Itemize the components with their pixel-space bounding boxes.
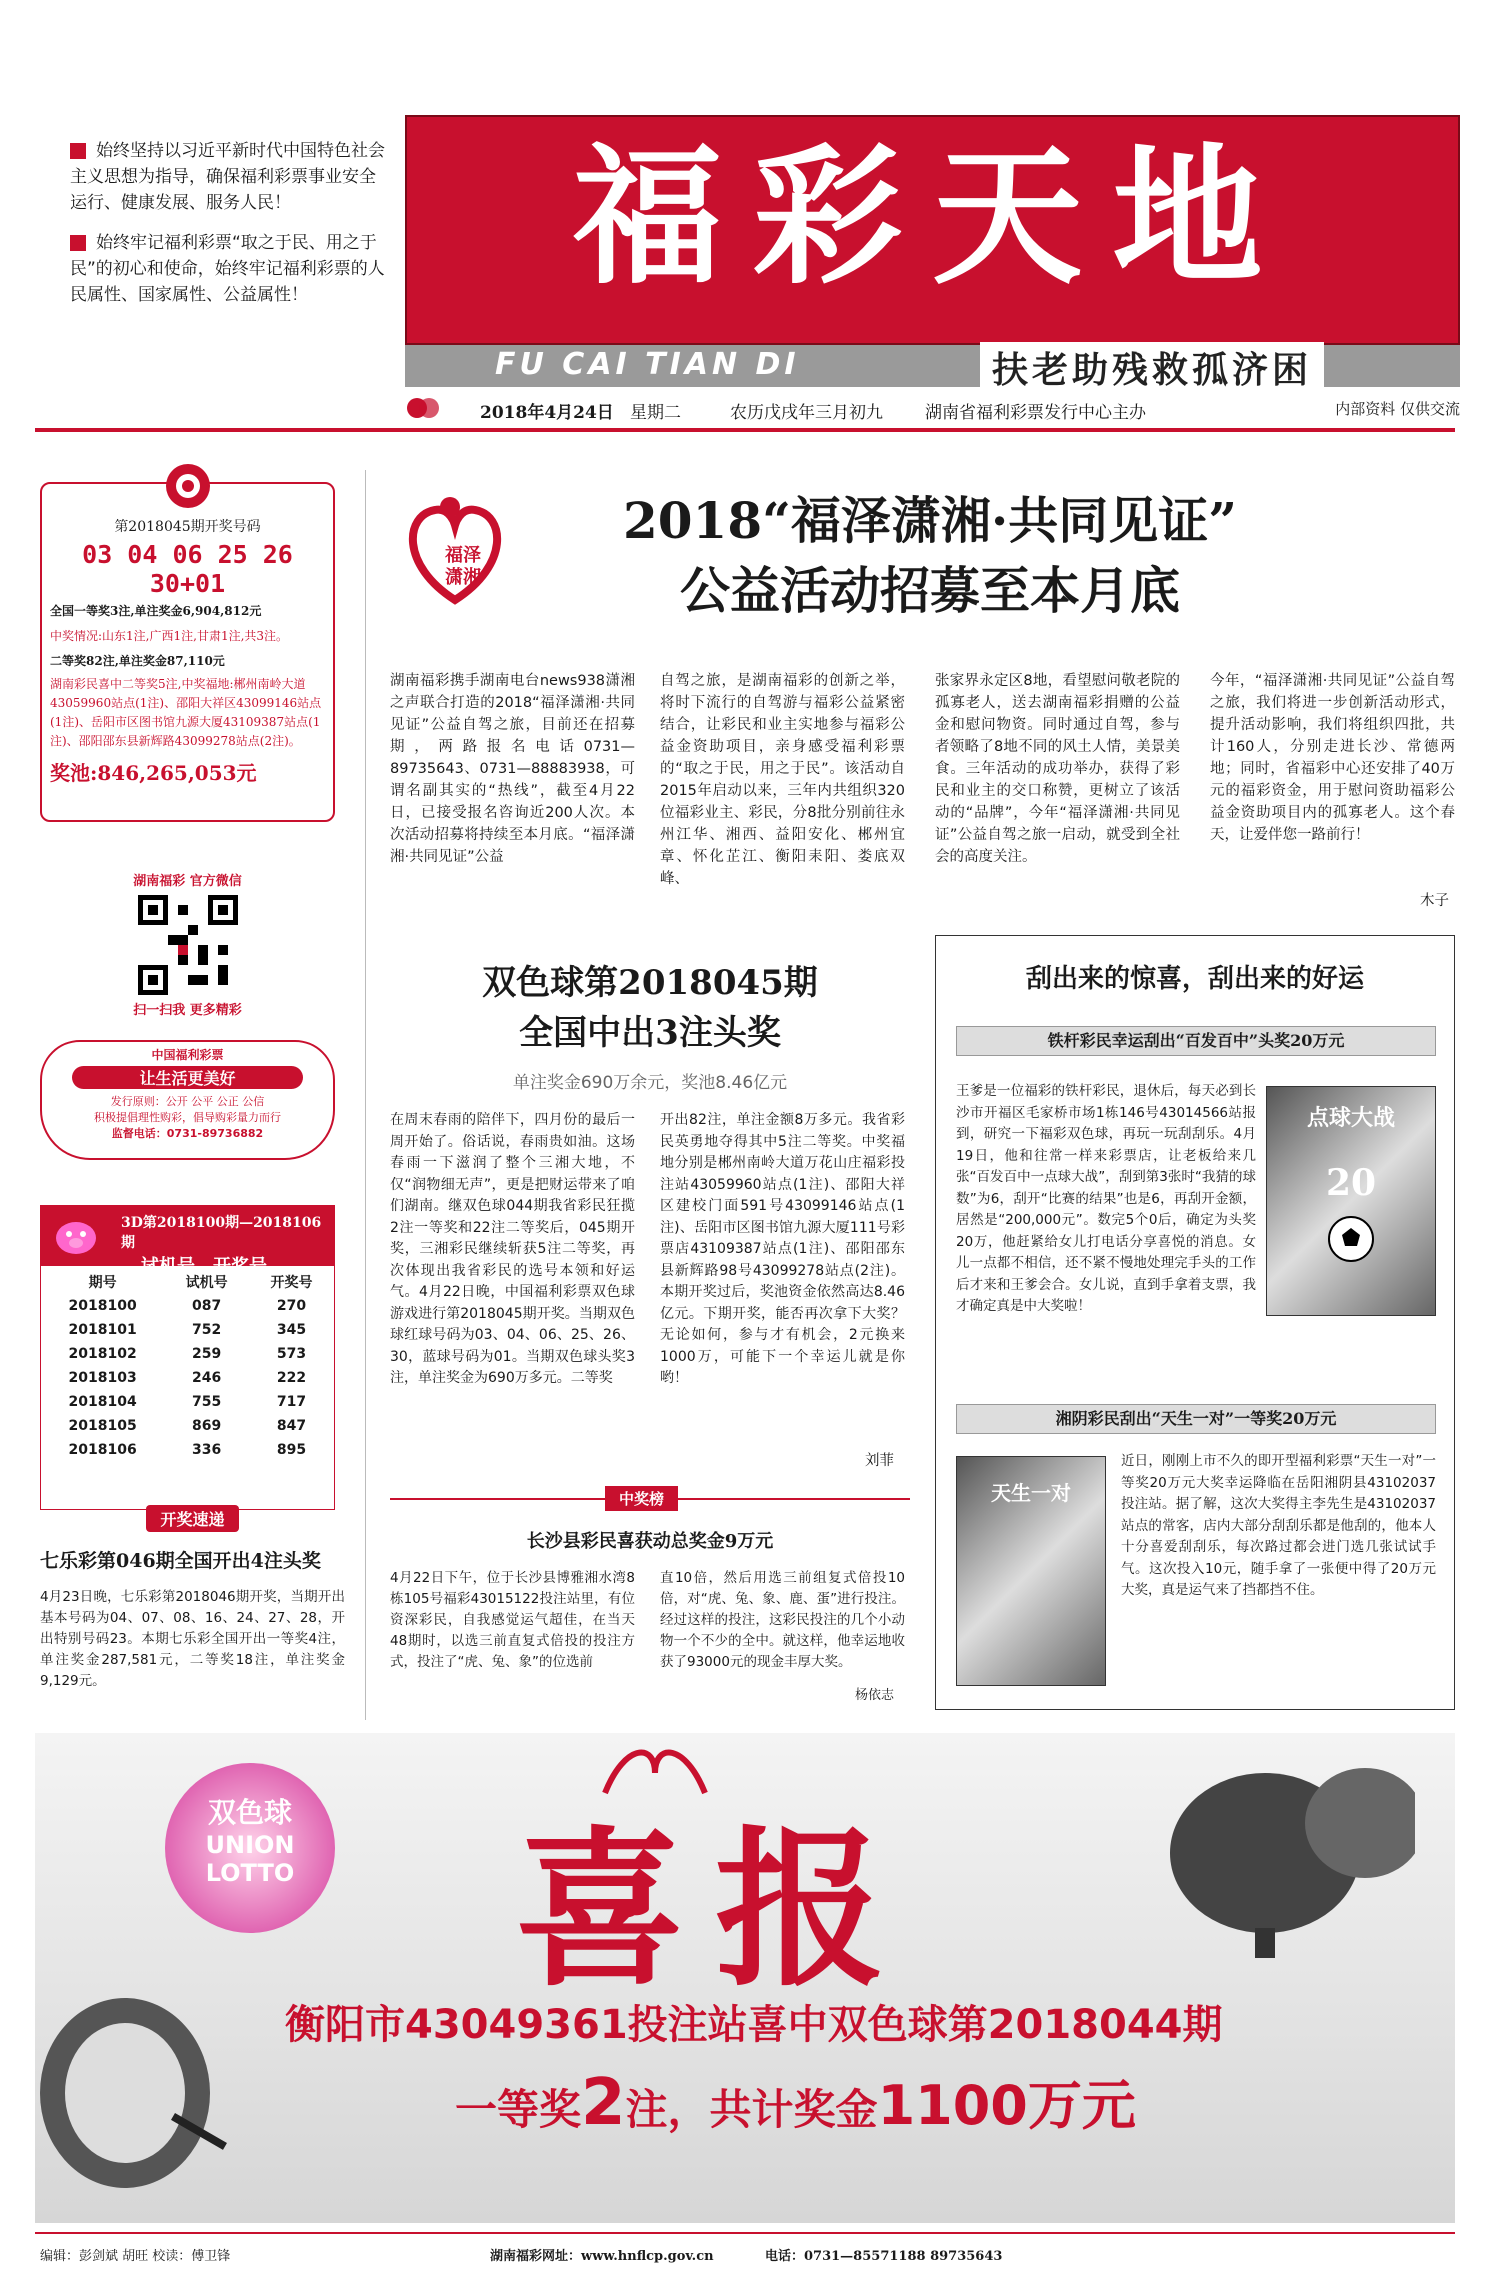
table-cell: 2018101 [68, 1322, 137, 1338]
story1-title: 铁杆彩民幸运刮出“百发百中”头奖20万元 [956, 1026, 1436, 1056]
story1-card-amount: 20 [1325, 1162, 1377, 1204]
table-cell: 755 [192, 1394, 222, 1410]
changsha-headline: 长沙县彩民喜获动总奖金9万元 [526, 1531, 774, 1552]
ssq-second-prize: 二等奖82注,单注奖金87,110元 [50, 654, 225, 668]
ssq-first-prize: 全国一等奖3注,单注奖金6,904,812元 [50, 604, 262, 618]
slogan-1: 始终坚持以习近平新时代中国特色社会主义思想为指导，确保福利彩票事业安全运行、健康发展、服务人民！ [70, 141, 385, 213]
xibao-ad [35, 1733, 1455, 2223]
promo-slogan: 让生活更美好 [72, 1066, 303, 1089]
qilecai-headline: 七乐彩第046期全国开出4注头奖 [40, 1550, 321, 1572]
footer-phone: 电话：0731—85571188 89735643 [765, 2249, 1003, 2264]
table-row [41, 1342, 334, 1366]
d3-col-draw: 开奖号 [270, 1275, 313, 1291]
fuze-logo-icon [390, 485, 520, 615]
qr-code-icon[interactable] [138, 895, 238, 995]
table-cell: 573 [276, 1346, 307, 1362]
table-cell: 847 [276, 1418, 307, 1434]
promo-line2: 积极提倡理性购彩，倡导购彩量力而行 [94, 1111, 281, 1124]
table-cell: 2018106 [68, 1442, 137, 1458]
story2-body: 近日，刚刚上市不久的即开型福利彩票“天生一对”一等奖20万元大奖幸运降临在岳阳湘阴县43102037投注站。据了解，这次大奖得主李先生是43102037站点的常客，店内大部分刮刮乐都是他刮的，他本人十分喜爱刮刮乐，每次路过都会进门选几张试试手气。这次投入10元，随手拿了一张便中得了20万元大奖，真是运气来了挡都挡不住。 [1121, 1453, 1436, 1598]
changsha-author: 杨依志 [855, 1688, 895, 1703]
masthead-rule [35, 428, 1455, 432]
lead-col-2: 自驾之旅，是湖南福彩的创新之举，将时下流行的自驾游与福彩公益紧密结合，让彩民和业主实地参与福彩公益金资助项目，亲身感受福利彩票的“取之于民，用之于民”。该活动自2015年启动以来，三年内共组织320位福彩业主、彩民，分8批分别前往永州江华、湘西、益阳安化、郴州宜章、怀化芷江、衡阳耒阳、娄底双峰、 [660, 673, 905, 887]
square-bullet-icon [70, 235, 86, 251]
ssq-result-box [40, 482, 335, 822]
logo-en-1: UNION [205, 1831, 295, 1859]
ad-line-2 [455, 2063, 1355, 2140]
logo-en-2: LOTTO [205, 1859, 295, 1887]
masthead-title: 福彩天地 [572, 129, 1293, 305]
promo-brand: 中国福利彩票 [151, 1048, 224, 1062]
column-divider [365, 470, 366, 1720]
footer-editors: 编辑：彭剑斌 胡旺 校读：傅卫锋 [40, 2249, 231, 2264]
table-cell: 752 [192, 1322, 222, 1338]
ssq-col-2: 开出82注，单注金额8万多元。我省彩民英勇地夺得其中5注二等奖。中奖福地分别是郴州南岭大道万花山庄福彩投注站43059960站点(1注)、邵阳大祥区建校门面591号43099146站点(1注)、岳阳市区图书馆九源大厦111号彩票店43109387站点(1注)、邵阳邵东县新辉路98号43099278站点(2注)。本期开奖过后，奖池资金依然高达8.46亿元。下期开奖，能否再次拿下大奖？无论如何，参与才有机会，2元换来1000万，可能下一个幸运儿就是你哟！ [660, 1112, 905, 1386]
ad-prize-mid: 注，共计奖金 [625, 2085, 878, 2134]
table-row [41, 1294, 334, 1318]
fuze-logo-text: 福泽潇湘 [445, 545, 481, 588]
ssq-headline-1: 双色球第2018045期 [482, 963, 818, 1003]
issue-lunar-date: 农历戊戌年三月初九 [730, 403, 883, 423]
footer-site: 湖南福彩网址：www.hnflcp.gov.cn [490, 2249, 714, 2264]
ssq-headline-2: 全国中出3注头奖 [519, 1013, 781, 1053]
story1-card-name: 点球大战 [1306, 1105, 1395, 1131]
lantern-icon [1155, 1743, 1415, 1977]
table-cell: 895 [276, 1442, 307, 1458]
table-cell: 336 [192, 1442, 222, 1458]
ad-prize-label: 一等奖 [455, 2085, 582, 2134]
wechat-caption: 扫一扫我 更多精彩 [133, 1003, 242, 1018]
masthead-pinyin: FU CAI TIAN DI [495, 347, 800, 382]
qilecai-article [40, 1505, 345, 1692]
table-cell: 2018105 [68, 1418, 137, 1434]
d3-title-2: 试机号、开奖号 [141, 1256, 267, 1277]
lead-col-4: 今年，“福泽潇湘·共同见证”公益自驾之旅，我们将进一步创新活动形式，提升活动影响，我们将组织四批，共计160人，分别走进长沙、常德两地；同时，省福彩中心还安排了40万元的福彩资金，用于慰问资助福彩公益金资助项目内的孤寡老人。这个春天，让爱伴您一路前行！ [1210, 673, 1455, 843]
dateline [405, 396, 1460, 424]
scratch-headline: 刮出来的惊喜，刮出来的好运 [1025, 964, 1364, 994]
ad-prize-count: 2 [581, 2066, 626, 2140]
table-cell: 2018103 [68, 1370, 137, 1386]
changsha-col-2: 直10倍，然后用选三前组复式倍投10倍，对“虎、兔、象、鹿、蛋”进行投注。经过这样的投注，这彩民投注的几个小动物一个不少的全中。就这样，他幸运地收获了93000元的现金丰厚大奖。 [660, 1570, 905, 1670]
wechat-block [40, 870, 335, 1020]
changsha-col-1: 4月22日下午，位于长沙县博雅湘水湾8栋105号福彩43015122投注站里，有位资深彩民，自我感觉运气超佳，在当天48期时，以选三前直复式倍投的投注方式，投注了“虎、兔、象”的位选前 [390, 1570, 635, 1670]
d3-col-period: 期号 [88, 1275, 117, 1291]
d3-title-1: 3D第2018100期—2018106期 [121, 1215, 322, 1251]
story1-body: 王爹是一位福彩的铁杆彩民，退休后，每天必到长沙市开福区毛家桥市场1栋146号43014566站报到，研究一下福彩双色球，再玩一玩刮刮乐。4月19日，他和往常一样来彩票店，让老板给来几张“百发百中一点球大战”，刮到第3张时“我猜的球数”为6，刮开“比赛的结果”也是6，再刮开金额，居然是“200,000元”。数完5个0后，确定为头奖20万，他赶紧给女儿打电话分享喜悦的消息。女儿一点都不相信，还不紧不慢地处理完手头的工作后才来和王爹会合。女儿说，直到手拿着支票，我才确定真是中大奖啦！ [956, 1083, 1256, 1314]
masthead-slogans [70, 138, 390, 308]
ssq-col-1: 在周末春雨的陪伴下，四月份的最后一周开始了。俗话说，春雨贵如油。这场春雨一下滋润了整个三湘大地，不仅“润物细无声”，更是把财运带来了咱们湖南。继双色球044期我省彩民狂揽2注一等奖和22注二等奖后，045期开奖，三湘彩民继续斩获5注二等奖，再次体现出我省彩民的选号本领和好运气。4月22日晚，中国福利彩票双色球游戏进行第2018045期开奖。当期双色球红球号码为03、04、06、25、26、30，蓝球号码为01。当期双色球头奖3注，单注奖金为690万多元。二等奖 [390, 1112, 635, 1386]
lead-col-1: 湖南福彩携手湖南电台news938潇湘之声联合打造的2018“福泽潇湘·共同见证”公益自驾之旅，目前还在招募期，两路报名电话0731—89735643、0731—88883938，可谓名副其实的“热线”，截至4月22日，已接受报名咨询近200人次。本次活动招募将持续至本月底。“福泽潇湘·共同见证”公益 [390, 673, 635, 865]
story2-card-name: 天生一对 [991, 1481, 1071, 1505]
lead-author: 木子 [1420, 893, 1449, 909]
issue-weekday: 星期二 [630, 403, 681, 423]
table-cell: 345 [276, 1322, 307, 1338]
qilecai-body: 4月23日晚，七乐彩第2018046期开奖，当期开出基本号码为04、07、08、16、24、27、28，开出特别号码23。本期七乐彩全国开出一等奖4注，单注奖金287,581元，二等奖18注，单注奖金9,129元。 [40, 1589, 345, 1689]
ssq-first-winners: 中奖情况:山东1注,广西1注,甘肃1注,共3注。 [50, 629, 289, 643]
d3-box [40, 1205, 335, 1510]
masthead-subbar [405, 345, 1460, 391]
lead-headline-1: 2018“福泽潇湘·共同见证” [622, 491, 1238, 550]
story2-ticket-image [956, 1456, 1106, 1686]
story1-ticket-image [1266, 1086, 1436, 1316]
ssq-logo-icon [50, 462, 325, 514]
lead-col-3: 张家界永定区8地，看望慰问敬老院的孤寡老人，送去湖南福彩捐赠的公益金和慰问物资。同时通过自驾，参与者领略了8地不同的风土人情，美景美食。三年活动的成功举办，获得了彩民和业主的交口称赞，更树立了该活动的“品牌”，今年“福泽潇湘·共同见证”公益自驾之旅一启动，就受到全社会的高度关注。 [935, 673, 1180, 865]
drum-icon [35, 1993, 235, 2223]
issue-date: 2018年4月24日 [480, 403, 614, 423]
table-row [41, 1438, 334, 1462]
qilecai-tag: 开奖速递 [146, 1505, 238, 1532]
ad-title: 喜报 [515, 1810, 916, 2010]
slogan-2: 始终牢记福利彩票“取之于民、用之于民”的初心和使命，始终牢记福利彩票的人民属性、国家属性、公益属性！ [70, 233, 385, 305]
welfare-logo-icon [405, 396, 441, 426]
scratch-box [935, 935, 1455, 1710]
table-cell: 087 [192, 1298, 222, 1314]
changsha-tag: 中奖榜 [605, 1486, 678, 1511]
ssq-period-label: 第2018045期开奖号码 [114, 519, 261, 535]
ad-prize-amount: 1100万元 [877, 2074, 1136, 2137]
table-cell: 2018100 [68, 1298, 137, 1314]
masthead-title-block [405, 115, 1460, 345]
square-bullet-icon [70, 143, 86, 159]
wechat-title: 湖南福彩 官方微信 [133, 874, 242, 889]
table-cell: 2018104 [68, 1394, 137, 1410]
ssq-winning-numbers: 03 04 06 25 26 30+01 [82, 540, 293, 598]
table-cell: 270 [276, 1298, 307, 1314]
table-cell: 222 [276, 1370, 307, 1386]
story2-title: 湘阴彩民刮出“天生一对”一等奖20万元 [956, 1404, 1436, 1434]
promo-phone: 监督电话：0731-89736882 [111, 1127, 264, 1140]
promo-line1: 发行原则：公开 公平 公正 公信 [110, 1095, 265, 1108]
table-row [41, 1390, 334, 1414]
table-cell: 2018102 [68, 1346, 137, 1362]
ssq-pool: 奖池:846,265,053元 [50, 761, 257, 785]
logo-cn: 双色球 [207, 1796, 292, 1829]
table-row [41, 1414, 334, 1438]
d3-header [41, 1206, 334, 1277]
table-cell: 869 [192, 1418, 222, 1434]
table-cell: 246 [192, 1370, 222, 1386]
internal-notice: 内部资料 仅供交流 [1335, 400, 1460, 418]
lead-headline-2: 公益活动招募至本月底 [680, 561, 1180, 620]
d3-table [41, 1270, 334, 1462]
soccer-ball-icon [1267, 1214, 1435, 1268]
masthead-motto: 扶老助残救孤济困 [980, 342, 1324, 393]
d3-col-test: 试机号 [185, 1275, 228, 1291]
table-row [41, 1318, 334, 1342]
ssq-union-lotto-logo [165, 1763, 335, 1933]
ad-line-1: 衡阳市43049361投注站喜中双色球第2018044期 [285, 2002, 1223, 2048]
pig-mascot-icon [51, 1212, 101, 1262]
publisher: 湖南省福利彩票发行中心主办 [925, 403, 1146, 423]
footer-rule [35, 2232, 1455, 2234]
promo-banner [40, 1040, 335, 1160]
ssq-author: 刘菲 [865, 1453, 894, 1469]
table-cell: 717 [276, 1394, 307, 1410]
ssq-subheadline: 单注奖金690万余元，奖池8.46亿元 [512, 1073, 788, 1093]
table-row [41, 1366, 334, 1390]
ssq-hunan-second: 湖南彩民喜中二等奖5注,中奖福地:郴州南岭大道43059960站点(1注)、邵阳大祥区43099146站点(1注)、岳阳市区图书馆九源大厦43109387站点(1注)、邵阳邵东县新辉路43099278站点(2注)。 [50, 677, 322, 748]
table-cell: 259 [192, 1346, 222, 1362]
